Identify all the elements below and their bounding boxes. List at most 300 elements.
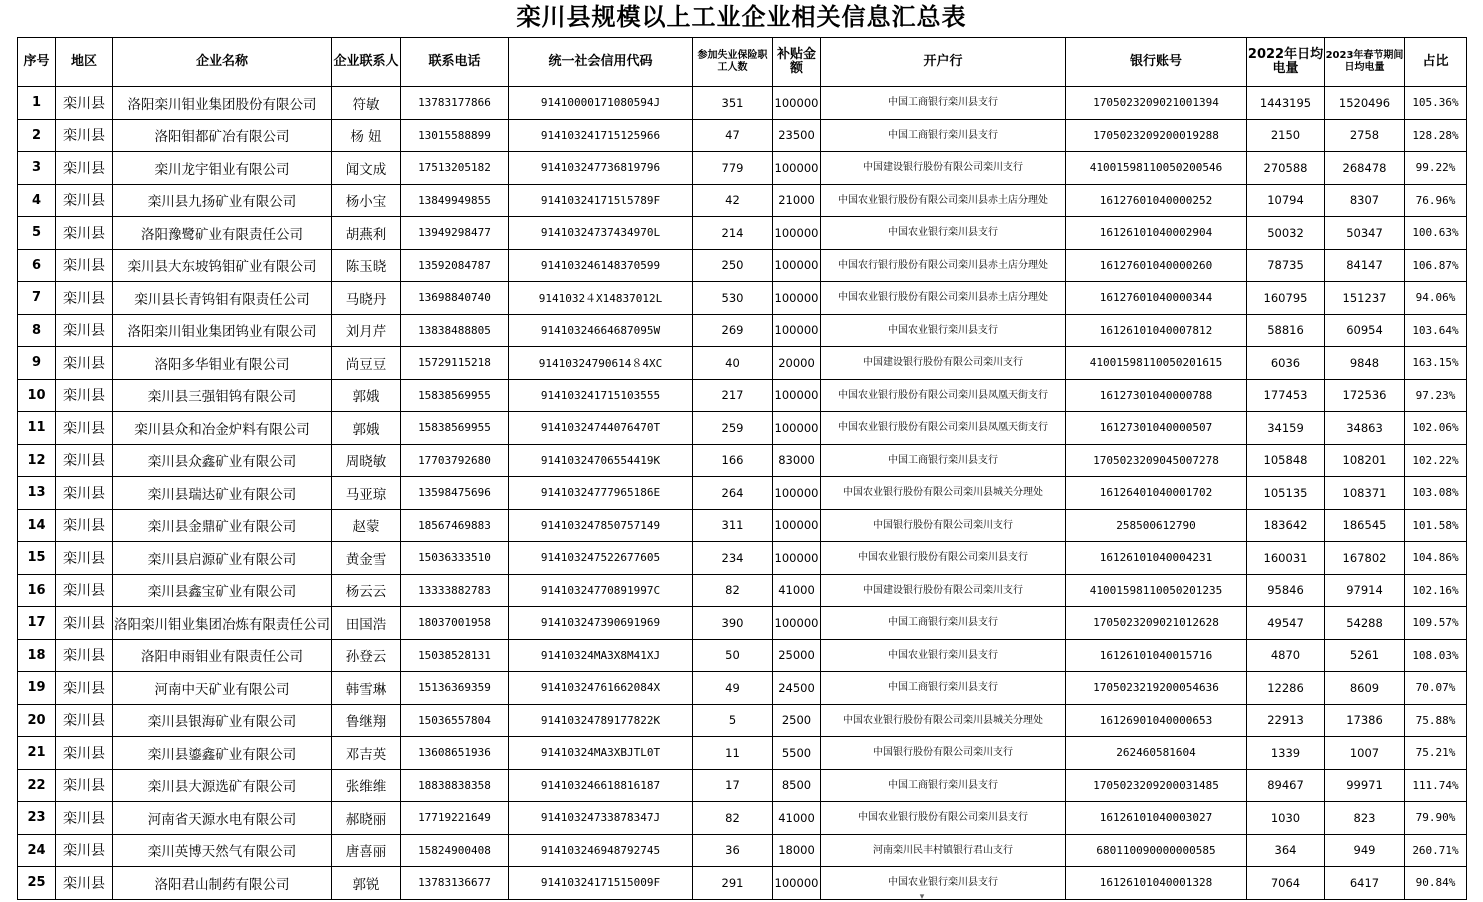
cell-account: 680110090000000585 — [1066, 834, 1247, 867]
cell-credit-code: 914103246948792745 — [509, 834, 693, 867]
cell-bank: 中国农业银行股份有限公司栾川县城关分理处 — [821, 704, 1066, 737]
cell-ratio: 97.23% — [1405, 379, 1467, 412]
cell-phone: 15838569955 — [401, 412, 509, 445]
cell-contact: 田国浩 — [332, 607, 401, 640]
cell-idx: 10 — [18, 379, 56, 412]
cell-credit-code: 91410324706554419K — [509, 444, 693, 477]
cell-company: 栾川县大源选矿有限公司 — [113, 769, 332, 802]
cell-phone: 13849949855 — [401, 184, 509, 217]
cell-ratio: 101.58% — [1405, 509, 1467, 542]
cell-ratio: 75.21% — [1405, 737, 1467, 770]
table-row — [18, 639, 1467, 672]
cell-phone: 13333882783 — [401, 574, 509, 607]
cell-credit-code: 914103247390691969 — [509, 607, 693, 640]
cell-region: 栾川县 — [56, 802, 113, 835]
cell-credit-code: 9141032４X14837012L — [509, 282, 693, 315]
cell-ratio: 103.64% — [1405, 314, 1467, 347]
cell-subsidy: 100000 — [773, 249, 821, 282]
cell-idx: 2 — [18, 119, 56, 152]
cell-phone: 18838838358 — [401, 769, 509, 802]
cell-contact: 刘月芹 — [332, 314, 401, 347]
cell-contact: 胡燕利 — [332, 217, 401, 250]
cell-credit-code: 91410324777965186E — [509, 477, 693, 510]
cell-company: 河南中天矿业有限公司 — [113, 672, 332, 705]
cell-insured: 82 — [693, 802, 773, 835]
cell-subsidy: 83000 — [773, 444, 821, 477]
table-row — [18, 152, 1467, 185]
cell-power-2022: 7064 — [1247, 867, 1325, 900]
cell-subsidy: 21000 — [773, 184, 821, 217]
cell-phone: 17513205182 — [401, 152, 509, 185]
cell-account: 41001598110050201615 — [1066, 347, 1247, 380]
cell-phone: 13698840740 — [401, 282, 509, 315]
cell-contact: 陈玉晓 — [332, 249, 401, 282]
cell-region: 栾川县 — [56, 184, 113, 217]
cell-ratio: 128.28% — [1405, 119, 1467, 152]
cell-region: 栾川县 — [56, 704, 113, 737]
cell-company: 栾川县众鑫矿业有限公司 — [113, 444, 332, 477]
cell-credit-code: 91410324761662084X — [509, 672, 693, 705]
cell-subsidy: 41000 — [773, 574, 821, 607]
cell-account: 1705023209200031485 — [1066, 769, 1247, 802]
cell-account: 258500612790 — [1066, 509, 1247, 542]
cell-power-2023: 108371 — [1325, 477, 1405, 510]
cell-power-2023: 172536 — [1325, 379, 1405, 412]
cell-account: 16127301040000788 — [1066, 379, 1247, 412]
table-row — [18, 834, 1467, 867]
cell-region: 栾川县 — [56, 769, 113, 802]
cell-ratio: 104.86% — [1405, 542, 1467, 575]
cell-account: 16127601040000344 — [1066, 282, 1247, 315]
cell-phone: 15036557804 — [401, 704, 509, 737]
cell-power-2023: 2758 — [1325, 119, 1405, 152]
cell-insured: 17 — [693, 769, 773, 802]
cell-power-2023: 1520496 — [1325, 87, 1405, 120]
cell-account: 41001598110050200546 — [1066, 152, 1247, 185]
cell-account: 16126101040001328 — [1066, 867, 1247, 900]
cell-bank: 中国农业银行股份有限公司栾川县城关分理处 — [821, 477, 1066, 510]
cell-subsidy: 100000 — [773, 542, 821, 575]
cell-bank: 中国工商银行栾川县支行 — [821, 87, 1066, 120]
cell-phone: 13838488805 — [401, 314, 509, 347]
cell-company: 洛阳多华钼业有限公司 — [113, 347, 332, 380]
cell-credit-code: 914103247850757149 — [509, 509, 693, 542]
header-power-2022: 2022年日均电量 — [1247, 38, 1325, 87]
header-idx: 序号 — [18, 38, 56, 87]
cell-power-2022: 1339 — [1247, 737, 1325, 770]
cell-power-2023: 8307 — [1325, 184, 1405, 217]
cell-phone: 13598475696 — [401, 477, 509, 510]
cell-power-2022: 50032 — [1247, 217, 1325, 250]
cell-power-2022: 160031 — [1247, 542, 1325, 575]
cell-insured: 259 — [693, 412, 773, 445]
cell-account: 16126401040001702 — [1066, 477, 1247, 510]
cell-idx: 19 — [18, 672, 56, 705]
cell-credit-code: 914103241715125966 — [509, 119, 693, 152]
cell-bank: 中国工商银行栾川县支行 — [821, 769, 1066, 802]
cell-company: 栾川县九扬矿业有限公司 — [113, 184, 332, 217]
table-row — [18, 412, 1467, 445]
cell-ratio: 76.96% — [1405, 184, 1467, 217]
cell-ratio: 105.36% — [1405, 87, 1467, 120]
cell-idx: 13 — [18, 477, 56, 510]
cell-company: 栾川县启源矿业有限公司 — [113, 542, 332, 575]
cell-ratio: 100.63% — [1405, 217, 1467, 250]
cell-credit-code: 91410324664687095W — [509, 314, 693, 347]
cell-credit-code: 91410324790614８4XC — [509, 347, 693, 380]
cell-insured: 82 — [693, 574, 773, 607]
cell-ratio: 75.88% — [1405, 704, 1467, 737]
cell-region: 栾川县 — [56, 314, 113, 347]
table-row — [18, 184, 1467, 217]
cell-phone: 13783136677 — [401, 867, 509, 900]
cell-idx: 1 — [18, 87, 56, 120]
cell-region: 栾川县 — [56, 119, 113, 152]
cell-idx: 7 — [18, 282, 56, 315]
cell-power-2023: 6417 — [1325, 867, 1405, 900]
cell-company: 栾川县鑫宝矿业有限公司 — [113, 574, 332, 607]
cell-insured: 49 — [693, 672, 773, 705]
cell-company: 栾川县金鼎矿业有限公司 — [113, 509, 332, 542]
cell-company: 栾川县众和冶金炉料有限公司 — [113, 412, 332, 445]
enterprise-summary-table — [17, 37, 1467, 900]
cell-phone: 17719221649 — [401, 802, 509, 835]
cell-insured: 5 — [693, 704, 773, 737]
cell-power-2023: 84147 — [1325, 249, 1405, 282]
cell-subsidy: 100000 — [773, 412, 821, 445]
cell-credit-code: 91410324770891997C — [509, 574, 693, 607]
cell-idx: 16 — [18, 574, 56, 607]
cell-bank: 中国农业银行股份有限公司栾川县凤凰天街支行 — [821, 412, 1066, 445]
cell-account: 1705023209021001394 — [1066, 87, 1247, 120]
cell-company: 洛阳栾川钼业集团钨业有限公司 — [113, 314, 332, 347]
cell-company: 栾川县鎏鑫矿业有限公司 — [113, 737, 332, 770]
cell-idx: 25 — [18, 867, 56, 900]
cell-power-2023: 1007 — [1325, 737, 1405, 770]
cell-power-2023: 60954 — [1325, 314, 1405, 347]
cell-phone: 15729115218 — [401, 347, 509, 380]
cell-credit-code: 914103246618816187 — [509, 769, 693, 802]
cell-idx: 14 — [18, 509, 56, 542]
cell-idx: 18 — [18, 639, 56, 672]
cell-bank: 中国农业银行栾川县支行 — [821, 867, 1066, 900]
header-contact: 企业联系人 — [332, 38, 401, 87]
cell-ratio: 94.06% — [1405, 282, 1467, 315]
cell-account: 1705023219200054636 — [1066, 672, 1247, 705]
cell-region: 栾川县 — [56, 867, 113, 900]
cell-subsidy: 2500 — [773, 704, 821, 737]
cell-subsidy: 23500 — [773, 119, 821, 152]
cell-contact: 郭娥 — [332, 379, 401, 412]
cell-phone: 13015588899 — [401, 119, 509, 152]
cell-ratio: 163.15% — [1405, 347, 1467, 380]
cell-region: 栾川县 — [56, 282, 113, 315]
page-title: 栾川县规模以上工业企业相关信息汇总表 — [516, 3, 967, 31]
cell-subsidy: 100000 — [773, 867, 821, 900]
cell-ratio: 102.22% — [1405, 444, 1467, 477]
cell-idx: 22 — [18, 769, 56, 802]
cell-account: 16127601040000252 — [1066, 184, 1247, 217]
cell-insured: 234 — [693, 542, 773, 575]
cell-ratio: 111.74% — [1405, 769, 1467, 802]
cell-power-2023: 34863 — [1325, 412, 1405, 445]
cell-idx: 17 — [18, 607, 56, 640]
cell-idx: 11 — [18, 412, 56, 445]
header-phone: 联系电话 — [401, 38, 509, 87]
cell-power-2022: 95846 — [1247, 574, 1325, 607]
cell-phone: 15036333510 — [401, 542, 509, 575]
cell-power-2022: 4870 — [1247, 639, 1325, 672]
cell-bank: 中国农业银行股份有限公司栾川县支行 — [821, 542, 1066, 575]
cell-insured: 47 — [693, 119, 773, 152]
cell-credit-code: 914103246148370599 — [509, 249, 693, 282]
cell-bank: 中国建设银行股份有限公司栾川支行 — [821, 347, 1066, 380]
cell-bank: 中国农行银行股份有限公司栾川县赤土店分理处 — [821, 249, 1066, 282]
cell-ratio: 260.71% — [1405, 834, 1467, 867]
cell-region: 栾川县 — [56, 607, 113, 640]
cell-insured: 311 — [693, 509, 773, 542]
cell-insured: 390 — [693, 607, 773, 640]
header-ratio: 占比 — [1405, 38, 1467, 87]
cell-contact: 黄金雪 — [332, 542, 401, 575]
table-row — [18, 249, 1467, 282]
cell-power-2022: 270588 — [1247, 152, 1325, 185]
cell-power-2023: 823 — [1325, 802, 1405, 835]
cell-region: 栾川县 — [56, 574, 113, 607]
cell-insured: 779 — [693, 152, 773, 185]
cell-idx: 21 — [18, 737, 56, 770]
cell-contact: 郭娥 — [332, 412, 401, 445]
cell-power-2022: 364 — [1247, 834, 1325, 867]
cell-account: 16126101040003027 — [1066, 802, 1247, 835]
cell-subsidy: 41000 — [773, 802, 821, 835]
header-row — [18, 38, 1467, 87]
cell-phone: 15838569955 — [401, 379, 509, 412]
cell-phone: 13949298477 — [401, 217, 509, 250]
cell-power-2022: 12286 — [1247, 672, 1325, 705]
cell-credit-code: 91410324744076470T — [509, 412, 693, 445]
table-row — [18, 802, 1467, 835]
cell-ratio: 102.06% — [1405, 412, 1467, 445]
cell-phone: 18037001958 — [401, 607, 509, 640]
cell-credit-code: 914103247736819796 — [509, 152, 693, 185]
table-row — [18, 867, 1467, 900]
cell-subsidy: 8500 — [773, 769, 821, 802]
cell-company: 栾川龙宇钼业有限公司 — [113, 152, 332, 185]
cell-idx: 23 — [18, 802, 56, 835]
cell-insured: 291 — [693, 867, 773, 900]
cell-bank: 中国银行股份有限公司栾川支行 — [821, 509, 1066, 542]
cell-region: 栾川县 — [56, 249, 113, 282]
cell-credit-code: 91410324171515009F — [509, 867, 693, 900]
cell-subsidy: 5500 — [773, 737, 821, 770]
cell-phone: 13608651936 — [401, 737, 509, 770]
cell-power-2023: 9848 — [1325, 347, 1405, 380]
cell-region: 栾川县 — [56, 217, 113, 250]
cell-contact: 符敏 — [332, 87, 401, 120]
cell-insured: 264 — [693, 477, 773, 510]
header-power-2023: 2023年春节期间日均电量 — [1325, 38, 1405, 87]
cell-credit-code: 914103241715l5789F — [509, 184, 693, 217]
cell-idx: 12 — [18, 444, 56, 477]
cell-bank: 中国农业银行栾川县支行 — [821, 639, 1066, 672]
table-row — [18, 217, 1467, 250]
cell-phone: 13783177866 — [401, 87, 509, 120]
cell-power-2023: 108201 — [1325, 444, 1405, 477]
cell-region: 栾川县 — [56, 737, 113, 770]
header-region: 地区 — [56, 38, 113, 87]
cell-company: 栾川县三强钼钨有限公司 — [113, 379, 332, 412]
cell-power-2023: 5261 — [1325, 639, 1405, 672]
cell-account: 1705023209021012628 — [1066, 607, 1247, 640]
cell-subsidy: 100000 — [773, 152, 821, 185]
cell-idx: 4 — [18, 184, 56, 217]
cell-bank: 中国农业银行栾川县支行 — [821, 314, 1066, 347]
cell-bank: 河南栾川民丰村镇银行君山支行 — [821, 834, 1066, 867]
cell-power-2022: 1443195 — [1247, 87, 1325, 120]
cell-region: 栾川县 — [56, 347, 113, 380]
cell-power-2022: 105848 — [1247, 444, 1325, 477]
cell-idx: 15 — [18, 542, 56, 575]
cell-power-2023: 268478 — [1325, 152, 1405, 185]
cell-idx: 9 — [18, 347, 56, 380]
cell-phone: 15136369359 — [401, 672, 509, 705]
cell-power-2023: 99971 — [1325, 769, 1405, 802]
header-account: 银行账号 — [1066, 38, 1247, 87]
cell-company: 栾川县银海矿业有限公司 — [113, 704, 332, 737]
cell-insured: 250 — [693, 249, 773, 282]
cell-credit-code: 914103241715103555 — [509, 379, 693, 412]
cell-contact: 邓吉英 — [332, 737, 401, 770]
cell-ratio: 102.16% — [1405, 574, 1467, 607]
table-row — [18, 119, 1467, 152]
cell-region: 栾川县 — [56, 834, 113, 867]
cell-idx: 3 — [18, 152, 56, 185]
cell-insured: 40 — [693, 347, 773, 380]
cell-contact: 马亚琼 — [332, 477, 401, 510]
cell-account: 16126101040002904 — [1066, 217, 1247, 250]
cell-power-2022: 78735 — [1247, 249, 1325, 282]
cell-insured: 11 — [693, 737, 773, 770]
table-row — [18, 282, 1467, 315]
cell-credit-code: 91410324733878347J — [509, 802, 693, 835]
cell-power-2022: 58816 — [1247, 314, 1325, 347]
cell-subsidy: 18000 — [773, 834, 821, 867]
cell-contact: 郝晓丽 — [332, 802, 401, 835]
table-row — [18, 444, 1467, 477]
cell-contact: 张维维 — [332, 769, 401, 802]
cell-contact: 孙登云 — [332, 639, 401, 672]
cell-power-2023: 167802 — [1325, 542, 1405, 575]
cell-phone: 13592084787 — [401, 249, 509, 282]
table-row — [18, 314, 1467, 347]
cell-subsidy: 100000 — [773, 87, 821, 120]
cell-contact: 杨 妞 — [332, 119, 401, 152]
table-row — [18, 509, 1467, 542]
cell-region: 栾川县 — [56, 639, 113, 672]
cell-contact: 鲁继翔 — [332, 704, 401, 737]
cell-company: 栾川县大东坡钨钼矿业有限公司 — [113, 249, 332, 282]
cell-company: 洛阳申雨钼业有限责任公司 — [113, 639, 332, 672]
cell-contact: 闻文成 — [332, 152, 401, 185]
cell-company: 栾川县瑞达矿业有限公司 — [113, 477, 332, 510]
cell-power-2022: 22913 — [1247, 704, 1325, 737]
cell-company: 洛阳钼都矿冶有限公司 — [113, 119, 332, 152]
table-row — [18, 672, 1467, 705]
cell-region: 栾川县 — [56, 542, 113, 575]
table-row — [18, 87, 1467, 120]
cell-ratio: 109.57% — [1405, 607, 1467, 640]
cell-account: 262460581604 — [1066, 737, 1247, 770]
cell-region: 栾川县 — [56, 152, 113, 185]
table-row — [18, 607, 1467, 640]
cell-power-2022: 160795 — [1247, 282, 1325, 315]
cell-power-2023: 50347 — [1325, 217, 1405, 250]
cell-bank: 中国农业银行股份有限公司栾川县赤土店分理处 — [821, 282, 1066, 315]
table-row — [18, 347, 1467, 380]
cell-contact: 杨小宝 — [332, 184, 401, 217]
cell-power-2022: 177453 — [1247, 379, 1325, 412]
cell-phone: 17703792680 — [401, 444, 509, 477]
cell-power-2022: 34159 — [1247, 412, 1325, 445]
cell-insured: 36 — [693, 834, 773, 867]
cell-contact: 赵蒙 — [332, 509, 401, 542]
cell-bank: 中国农业银行股份有限公司栾川县凤凰天街支行 — [821, 379, 1066, 412]
cell-subsidy: 25000 — [773, 639, 821, 672]
cell-account: 1705023209045007278 — [1066, 444, 1247, 477]
cell-power-2022: 2150 — [1247, 119, 1325, 152]
cell-account: 16126101040015716 — [1066, 639, 1247, 672]
table-row — [18, 542, 1467, 575]
cell-power-2022: 89467 — [1247, 769, 1325, 802]
table-row — [18, 737, 1467, 770]
cell-credit-code: 91410324MA3XBJTL0T — [509, 737, 693, 770]
cell-company: 河南省天源水电有限公司 — [113, 802, 332, 835]
cell-credit-code: 91410324MA3X8M41XJ — [509, 639, 693, 672]
scroll-down-indicator[interactable]: ▾ — [919, 892, 925, 902]
cell-insured: 166 — [693, 444, 773, 477]
cell-contact: 马晓丹 — [332, 282, 401, 315]
cell-power-2023: 54288 — [1325, 607, 1405, 640]
cell-company: 洛阳豫鹭矿业有限责任公司 — [113, 217, 332, 250]
table-row — [18, 379, 1467, 412]
cell-region: 栾川县 — [56, 444, 113, 477]
cell-power-2022: 183642 — [1247, 509, 1325, 542]
cell-power-2023: 8609 — [1325, 672, 1405, 705]
cell-subsidy: 100000 — [773, 282, 821, 315]
cell-insured: 42 — [693, 184, 773, 217]
cell-phone: 15038528131 — [401, 639, 509, 672]
cell-subsidy: 24500 — [773, 672, 821, 705]
cell-insured: 530 — [693, 282, 773, 315]
cell-bank: 中国农业银行栾川县支行 — [821, 217, 1066, 250]
cell-ratio: 70.07% — [1405, 672, 1467, 705]
table-row — [18, 477, 1467, 510]
cell-company: 洛阳栾川钼业集团冶炼有限责任公司 — [113, 607, 332, 640]
table-row — [18, 574, 1467, 607]
cell-credit-code: 914103247522677605 — [509, 542, 693, 575]
cell-bank: 中国农业银行股份有限公司栾川县支行 — [821, 802, 1066, 835]
cell-credit-code: 91410324737434970L — [509, 217, 693, 250]
cell-subsidy: 100000 — [773, 379, 821, 412]
cell-insured: 214 — [693, 217, 773, 250]
cell-bank: 中国工商银行栾川县支行 — [821, 672, 1066, 705]
cell-contact: 周晓敏 — [332, 444, 401, 477]
cell-ratio: 106.87% — [1405, 249, 1467, 282]
cell-account: 16127301040000507 — [1066, 412, 1247, 445]
cell-contact: 尚豆豆 — [332, 347, 401, 380]
cell-region: 栾川县 — [56, 509, 113, 542]
